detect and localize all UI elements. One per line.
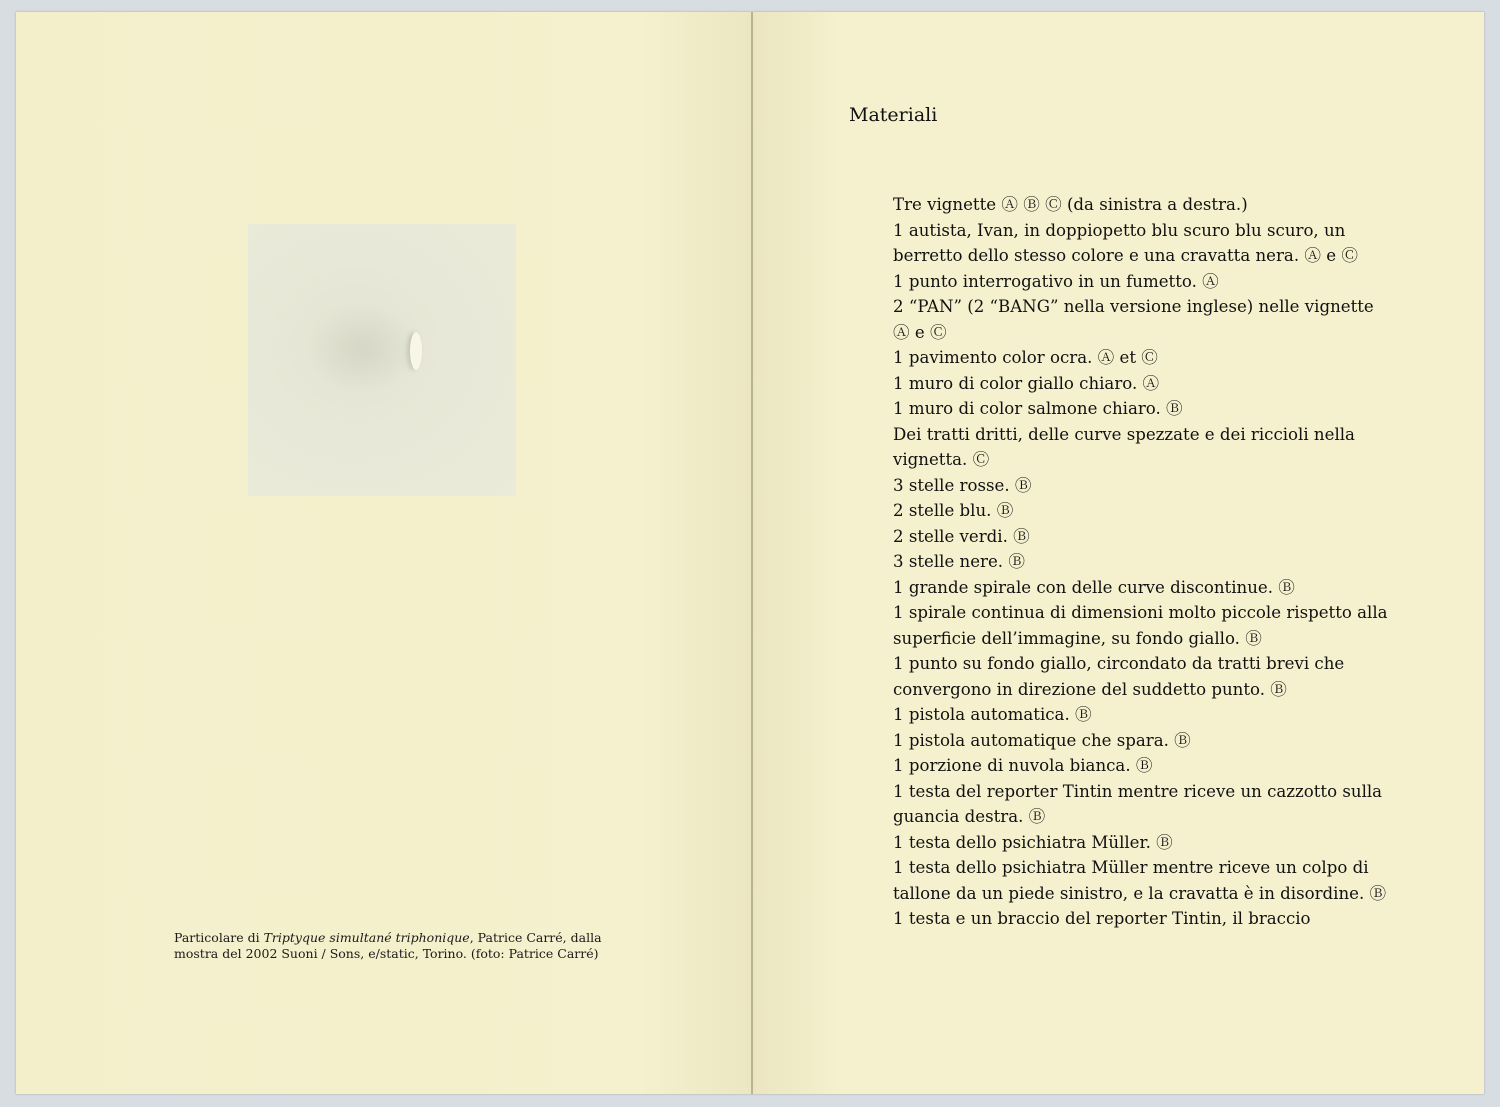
material-item: 1 porzione di nuvola bianca. Ⓑ (893, 756, 1153, 775)
figure-shadow (308, 304, 418, 394)
figure-highlight (410, 332, 422, 370)
material-item: 1 testa del reporter Tintin mentre riceve un cazzotto sulla guancia destra. Ⓑ (893, 781, 1383, 826)
material-item: 3 stelle nere. Ⓑ (893, 552, 1025, 571)
photo-detail-figure (248, 224, 516, 496)
right-page (753, 12, 1484, 1094)
material-item: 1 testa dello psichiatra Müller mentre riceve un colpo di tallone da un piede sinistro, e la cravatta è in disordine. Ⓑ (893, 858, 1387, 903)
material-item: 3 stelle rosse. Ⓑ (893, 475, 1032, 495)
material-item: 2 “PAN” (2 “BANG” nella versione inglese) nelle vignette Ⓐ e Ⓒ (893, 297, 1374, 342)
book-spread (16, 12, 1484, 1094)
material-item: 1 testa e un braccio del reporter Tintin, il braccio (893, 909, 1311, 928)
material-item: 1 punto su fondo giallo, circondato da tratti brevi che convergono in direzione del suddetto punto. Ⓑ (893, 654, 1345, 699)
caption-title: Triptyque simultané triphonique (263, 930, 470, 945)
figure-caption (174, 930, 614, 962)
material-item: 1 muro di color giallo chiaro. Ⓐ (893, 373, 1160, 393)
material-item: 1 testa dello psichiatra Müller. Ⓑ (893, 832, 1173, 852)
material-item: 2 stelle blu. Ⓑ (893, 501, 1014, 520)
material-item: 1 pistola automatica. Ⓑ (893, 705, 1092, 724)
material-item: Dei tratti dritti, delle curve spezzate e dei riccioli nella vignetta. Ⓒ (893, 424, 1355, 469)
material-item: Tre vignette Ⓐ Ⓑ Ⓒ (da sinistra a destra.) (893, 195, 1248, 214)
left-page (16, 12, 751, 1094)
material-item: 1 muro di color salmone chiaro. Ⓑ (893, 399, 1183, 418)
material-item: 2 stelle verdi. Ⓑ (893, 526, 1030, 546)
material-item: 1 punto interrogativo in un fumetto. Ⓐ (893, 271, 1219, 291)
material-item: 1 autista, Ivan, in doppiopetto blu scuro blu scuro, un berretto dello stesso colore e una cravatta nera. Ⓐ e Ⓒ (893, 220, 1358, 265)
material-item: 1 grande spirale con delle curve discontinue. Ⓑ (893, 577, 1295, 597)
material-item: 1 spirale continua di dimensioni molto piccole rispetto alla superficie dell’immagine, su fondo giallo. Ⓑ (893, 603, 1388, 648)
material-item: 1 pistola automatique che spara. Ⓑ (893, 730, 1191, 750)
material-item: 1 pavimento color ocra. Ⓐ et Ⓒ (893, 348, 1158, 367)
materials-list (893, 192, 1388, 932)
page-heading: Materiali (849, 104, 938, 126)
caption-suffix: , Patrice Carré, dalla mostra del 2002 Suoni / Sons, e/static, Torino. (foto: Patrice Carré) (174, 930, 602, 961)
caption-prefix: Particolare di (174, 930, 264, 945)
